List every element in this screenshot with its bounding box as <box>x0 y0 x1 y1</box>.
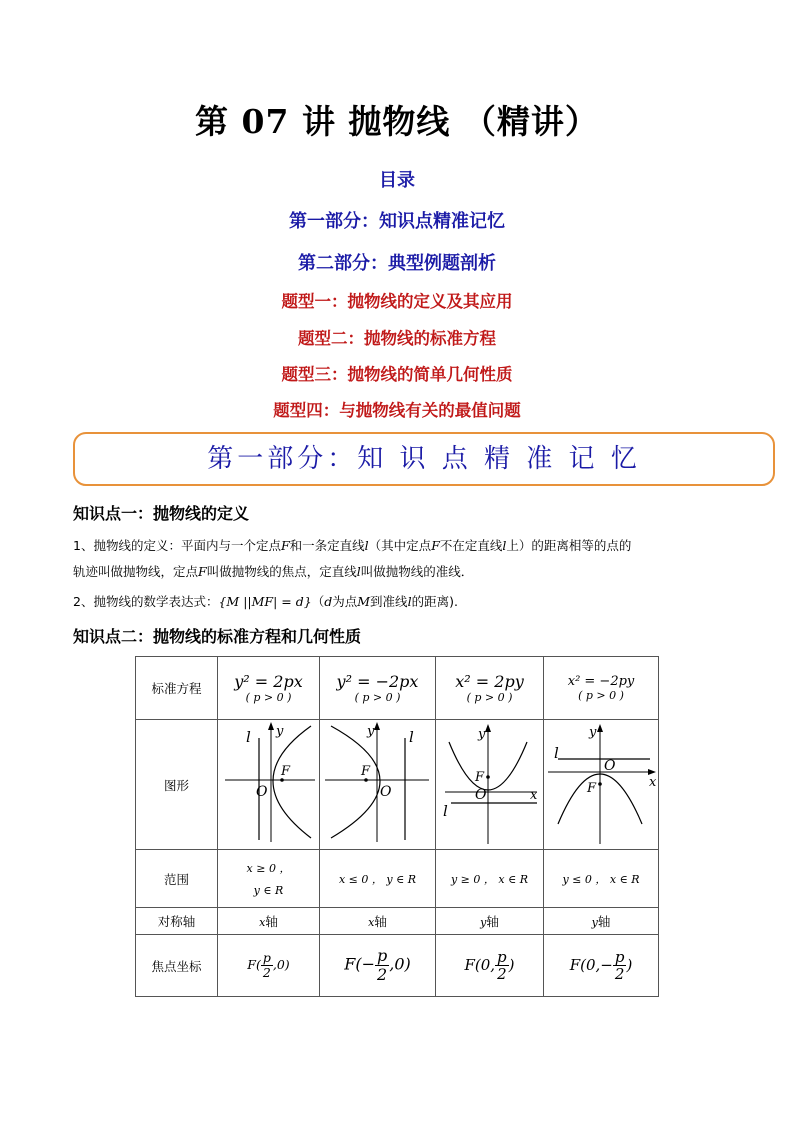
graph-cell <box>436 720 544 850</box>
svg-text:F: F <box>474 770 484 785</box>
svg-text:O: O <box>604 758 616 774</box>
equation-cell: y² = 2px ( p > 0 ) <box>218 657 320 720</box>
page-title: 第 07 讲 抛物线 （精讲） <box>195 102 599 141</box>
axis-cell: y轴 <box>544 908 659 935</box>
focus-cell: F(0, $\frac{p}{2}$ ) <box>436 935 544 997</box>
range-cell: y ≥ 0 ， x ∈ R <box>436 850 544 908</box>
table-row <box>136 657 659 720</box>
range-cell: y ≤ 0 ， x ∈ R <box>544 850 659 908</box>
focus-cell: F( $\frac{p}{2}$ ,0) <box>218 935 320 997</box>
focus-cell: F(− $\frac{p}{2}$ ,0) <box>320 935 436 997</box>
svg-text:F: F <box>587 781 597 796</box>
toc-type-1: 题型一：抛物线的定义及其应用 <box>281 292 513 311</box>
svg-text:l: l <box>554 744 559 762</box>
graph-cell <box>218 720 320 850</box>
definition-paragraph: 1、抛物线的定义：平面内与一个定点F和一条定直线l（其中定点F不在定直线l上）的距离相等的点的 轨迹叫做抛物线，定点F叫做抛物线的焦点，定直线l叫做抛物线的准线． <box>73 538 632 579</box>
toc-type-4: 题型四：与抛物线有关的最值问题 <box>273 401 521 420</box>
table-row <box>136 935 659 997</box>
math-expression: {M ||MF| = d} <box>218 594 312 609</box>
svg-text:l: l <box>245 728 251 746</box>
row-label: 图形 <box>136 720 218 850</box>
knowledge-point-2-heading: 知识点二：抛物线的标准方程和几何性质 <box>73 627 362 646</box>
row-label: 标准方程 <box>136 657 218 720</box>
axis-cell: x轴 <box>320 908 436 935</box>
row-label: 对称轴 <box>136 908 218 935</box>
axis-cell: y轴 <box>436 908 544 935</box>
row-label: 范围 <box>136 850 218 908</box>
equation-cell: x² = 2py ( p > 0 ) <box>436 657 544 720</box>
table-row <box>136 720 659 850</box>
table-row <box>136 908 659 935</box>
parabola-up-graph <box>437 720 543 846</box>
range-cell: x ≤ 0 ， y ∈ R <box>320 850 436 908</box>
graph-cell <box>544 720 659 850</box>
section-banner: 第一部分：知 识 点 精 准 记 忆 <box>73 432 775 486</box>
svg-text:F: F <box>360 764 370 779</box>
range-cell: x ≥ 0 ， y ∈ R <box>218 850 320 908</box>
axis-cell: x轴 <box>218 908 320 935</box>
svg-text:x: x <box>649 775 657 790</box>
toc-heading: 目录 <box>379 170 415 191</box>
equation-cell: x² = −2py ( p > 0 ) <box>544 657 659 720</box>
svg-text:O: O <box>474 787 486 803</box>
expression-paragraph: 2、抛物线的数学表达式：{M ||MF| = d}（d为点M到准线l的距离). <box>73 594 458 609</box>
toc-part2: 第二部分：典型例题剖析 <box>298 253 496 274</box>
svg-text:y: y <box>589 725 597 740</box>
svg-text:x: x <box>529 788 537 803</box>
parabola-left-graph <box>321 720 435 846</box>
svg-text:y: y <box>477 727 485 742</box>
toc-type-3: 题型三：抛物线的简单几何性质 <box>281 365 513 384</box>
parabola-down-graph <box>544 720 658 846</box>
table-row <box>136 850 659 908</box>
toc-part1: 第一部分：知识点精准记忆 <box>289 211 505 232</box>
properties-table <box>135 656 659 997</box>
focus-cell: F(0,− $\frac{p}{2}$ ) <box>544 935 659 997</box>
svg-text:y: y <box>275 724 283 739</box>
equation-cell: y² = −2px ( p > 0 ) <box>320 657 436 720</box>
svg-text:O: O <box>255 784 267 800</box>
svg-text:l: l <box>408 728 414 746</box>
parabola-right-graph <box>219 720 319 846</box>
graph-cell <box>320 720 436 850</box>
svg-text:F: F <box>280 764 290 779</box>
svg-text:l: l <box>442 802 448 820</box>
svg-text:O: O <box>379 784 391 800</box>
knowledge-point-1-heading: 知识点一：抛物线的定义 <box>73 504 250 523</box>
svg-text:y: y <box>366 724 374 739</box>
toc-type-2: 题型二：抛物线的标准方程 <box>298 329 496 348</box>
row-label: 焦点坐标 <box>136 935 218 997</box>
